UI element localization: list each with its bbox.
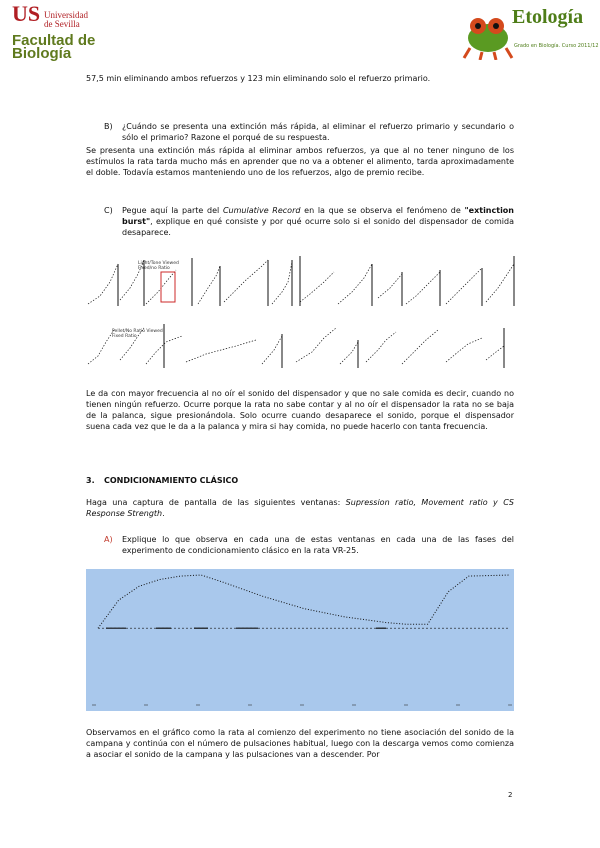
- section-title: CONDICIONAMIENTO CLÁSICO: [104, 476, 239, 485]
- question-b-text: ¿Cuándo se presenta una extinción más rápida, al eliminar el refuerzo primario y secundario o sólo el primario? Razone el porqué de su respuesta.: [122, 122, 514, 142]
- faculty-name: Facultad de Biología: [12, 32, 96, 62]
- section-number: 3.: [86, 476, 95, 485]
- paragraph-1: 57,5 min eliminando ambos refuerzos y 123 min eliminando solo el refuerzo primario.: [86, 74, 431, 83]
- answer-b: Se presenta una extinción más rápida al eliminar ambos refuerzos, ya que al no tener ninguno de los estímulos la rata tarda mucho más en aprender que no va a obtener el alimento, tarda aproximadamente el doble. Todavía estamos manteniendo uno de los refuerzos, algo de premio recibe.: [86, 146, 514, 177]
- record-label-top: Light/Tone Viewed Fixed/no Ratio: [138, 261, 179, 271]
- question-b-label: B): [104, 122, 113, 131]
- frog-icon: [462, 10, 514, 60]
- page-number: 2: [508, 791, 513, 799]
- question-c-text: Pegue aquí la parte del Cumulative Record en la que se observa el fenómeno de "extinction burst", explique en qué consiste y por qué ocurre solo si el sonido del dispensador de comida desaparece.: [122, 206, 514, 237]
- question-a-label: A): [104, 535, 113, 544]
- question-a-text: Explique lo que observa en cada una de estas ventanas en cada una de las fases del experimento de condicionamiento clásico en la rata VR-25.: [122, 535, 514, 555]
- chart-background: [86, 569, 514, 711]
- cs-response-chart: [86, 569, 514, 711]
- cumulative-record-figure: [86, 252, 516, 370]
- question-c-label: C): [104, 206, 113, 215]
- extinction-burst-highlight: [161, 272, 175, 302]
- capture-instructions: Haga una captura de pantalla de las siguientes ventanas: Supression ratio, Movement ratio y CS Response Strength.: [86, 498, 515, 518]
- university-mark: US: [12, 1, 41, 26]
- cs-response-chart-svg: [86, 569, 514, 711]
- university-logo: [12, 1, 132, 62]
- course-subtitle: Grado en Biología. Curso 2011/12: [514, 43, 599, 49]
- course-title: Etología: [512, 6, 584, 28]
- answer-a: Observamos en el gráfico como la rata al comienzo del experimento no tiene asociación del sonido de la campana y continúa con el número de pulsaciones habitual, luego con la descarga vemos como comienza a asociar el sonido de la campana y las pulsaciones van a descender. Por: [86, 728, 514, 759]
- etologia-logo: [462, 6, 599, 64]
- record-label-bottom: Pellet/No Ratio Viewed Fixed Ratio: [112, 329, 163, 339]
- answer-c: Le da con mayor frecuencia al no oír el sonido del dispensador y que no sale comida es decir, cuando no tienen ningún refuerzo. Ocurre porque la rata no sabe contar y al no oír el dispensador la rata no se baja de la palanca, sigue presionándola. Solo ocurre cuando desaparece el sonido, porque el dispensador suena cada vez que le da a la palanca y mira si hay comida, no puede hacerlo con tanta frecuencia.: [86, 389, 514, 431]
- university-name: Universidad de Sevilla: [44, 10, 88, 29]
